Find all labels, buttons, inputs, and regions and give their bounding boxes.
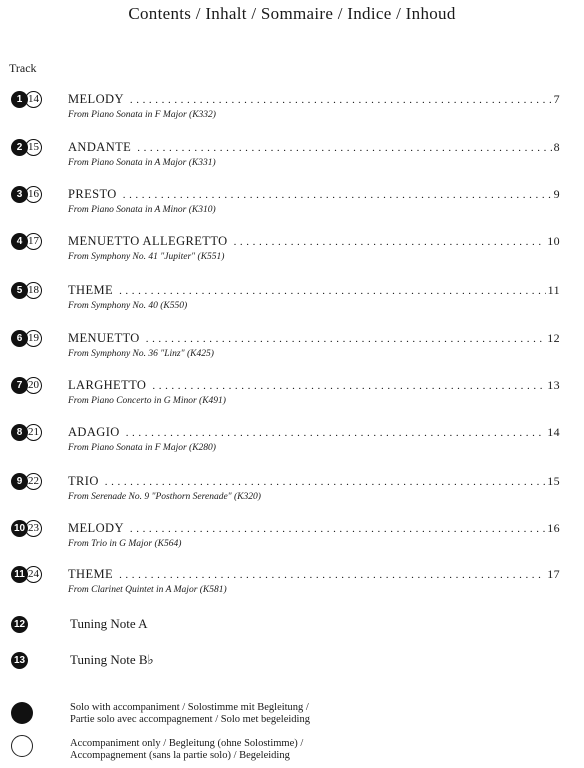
legend-line: Accompaniment only / Begleitung (ohne Solostimme) /: [70, 738, 304, 749]
contents-entry: [0, 330, 584, 370]
solo-track-badge: 10: [11, 520, 28, 537]
entry-source: From Piano Sonata in A Major (K331): [68, 158, 216, 168]
accompaniment-track-badge: 14: [25, 91, 42, 108]
accompaniment-track-badge: 19: [25, 330, 42, 347]
contents-entry: [0, 377, 584, 417]
entry-title: THEME: [68, 567, 114, 581]
entry-title-line: [68, 474, 560, 490]
contents-entry: [0, 520, 584, 560]
legend-text: [70, 702, 490, 726]
entry-title-line: [68, 567, 560, 583]
dot-leader: [152, 380, 545, 392]
page-number: 15: [547, 474, 560, 488]
tuning-note-label: Tuning Note B♭: [70, 652, 154, 667]
accompaniment-track-badge: 15: [25, 139, 42, 156]
track-badges: [11, 520, 51, 538]
legend-item: [0, 738, 584, 768]
page-number: 17: [547, 567, 560, 581]
entry-title-line: [68, 521, 560, 537]
accompaniment-track-badge: 18: [25, 282, 42, 299]
entry-title-line: [68, 187, 560, 203]
dot-leader: [234, 236, 546, 248]
entry-title-line: [68, 331, 560, 347]
solo-track-badge: 4: [11, 233, 28, 250]
page-number: 10: [547, 234, 560, 248]
entry-source: From Symphony No. 36 "Linz" (K425): [68, 349, 214, 359]
contents-entry: [0, 473, 584, 513]
contents-entry: [0, 139, 584, 179]
accompaniment-track-badge: 24: [25, 566, 42, 583]
legend-line: Accompagnement (sans la partie solo) / Begeleiding: [70, 750, 290, 761]
entry-title: ADAGIO: [68, 425, 120, 439]
filled-circle-icon: [11, 702, 33, 724]
page-number: 14: [547, 425, 560, 439]
track-badges: [11, 233, 51, 251]
dot-leader: [146, 333, 545, 345]
entry-title: MELODY: [68, 521, 124, 535]
dot-leader: [123, 189, 552, 201]
track-column-label: Track: [9, 61, 37, 75]
tuning-track-badge: 12: [11, 616, 28, 633]
entry-title: PRESTO: [68, 187, 117, 201]
solo-track-badge: 11: [11, 566, 28, 583]
page-number: 12: [547, 331, 560, 345]
dot-leader: [105, 476, 545, 488]
tuning-note-entry: [0, 652, 584, 672]
accompaniment-track-badge: 16: [25, 186, 42, 203]
accompaniment-track-badge: 17: [25, 233, 42, 250]
legend-item: [0, 702, 584, 732]
legend-text: [70, 738, 490, 762]
page-number: 16: [547, 521, 560, 535]
track-badges: [11, 377, 51, 395]
legend-line: Partie solo avec accompagnement / Solo met begeleiding: [70, 714, 310, 725]
entry-source: From Piano Concerto in G Minor (K491): [68, 396, 226, 406]
contents-entry: [0, 91, 584, 131]
entry-source: From Symphony No. 41 "Jupiter" (K551): [68, 252, 225, 262]
accompaniment-track-badge: 22: [25, 473, 42, 490]
contents-entry: [0, 233, 584, 273]
contents-entry: [0, 186, 584, 226]
track-badges: [11, 186, 51, 204]
dot-leader: [119, 569, 545, 581]
entry-title-line: [68, 425, 560, 441]
outline-circle-icon: [11, 735, 33, 757]
entry-title-line: [68, 140, 560, 156]
tuning-note-label: Tuning Note A: [70, 616, 148, 631]
track-badges: [11, 330, 51, 348]
solo-track-badge: 3: [11, 186, 28, 203]
entry-title: ANDANTE: [68, 140, 132, 154]
accompaniment-track-badge: 21: [25, 424, 42, 441]
entry-title: TRIO: [68, 474, 99, 488]
entry-title: LARGHETTO: [68, 378, 147, 392]
accompaniment-track-badge: 23: [25, 520, 42, 537]
entry-title: MENUETTO ALLEGRETTO: [68, 234, 228, 248]
track-badges: [11, 566, 51, 584]
solo-track-badge: 7: [11, 377, 28, 394]
page-number: 7: [553, 92, 560, 106]
entry-title: THEME: [68, 283, 114, 297]
dot-leader: [137, 142, 551, 154]
solo-track-badge: 1: [11, 91, 28, 108]
accompaniment-track-badge: 20: [25, 377, 42, 394]
solo-track-badge: 9: [11, 473, 28, 490]
entry-title-line: [68, 234, 560, 250]
entry-title: MENUETTO: [68, 331, 140, 345]
solo-track-badge: 8: [11, 424, 28, 441]
track-badges: [11, 424, 51, 442]
entry-source: From Piano Sonata in F Major (K332): [68, 110, 216, 120]
dot-leader: [119, 285, 546, 297]
track-badges: [11, 139, 51, 157]
solo-track-badge: 2: [11, 139, 28, 156]
page-title: Contents / Inhalt / Sommaire / Indice / Inhoud: [128, 4, 456, 23]
entry-title-line: [68, 378, 560, 394]
page-number: 11: [547, 283, 560, 297]
entry-source: From Clarinet Quintet in A Major (K581): [68, 585, 227, 595]
dot-leader: [130, 94, 552, 106]
track-badges: [11, 91, 51, 109]
page-number: 9: [553, 187, 560, 201]
track-badges: [11, 282, 51, 300]
page-number: 8: [553, 140, 560, 154]
entry-source: From Symphony No. 40 (K550): [68, 301, 188, 311]
dot-leader: [126, 427, 545, 439]
solo-track-badge: 5: [11, 282, 28, 299]
tuning-note-entry: [0, 616, 584, 636]
entry-source: From Trio in G Major (K564): [68, 539, 182, 549]
solo-track-badge: 6: [11, 330, 28, 347]
entry-title-line: [68, 92, 560, 108]
entry-source: From Serenade No. 9 "Posthorn Serenade" (K320): [68, 492, 261, 502]
contents-entry: [0, 424, 584, 464]
tuning-track-badge: 13: [11, 652, 28, 669]
entry-title: MELODY: [68, 92, 124, 106]
contents-entry: [0, 282, 584, 322]
page-number: 13: [547, 378, 560, 392]
dot-leader: [130, 523, 545, 535]
legend-line: Solo with accompaniment / Solostimme mit Begleitung /: [70, 702, 309, 713]
entry-source: From Piano Sonata in A Minor (K310): [68, 205, 216, 215]
track-badges: [11, 473, 51, 491]
entry-title-line: [68, 283, 560, 299]
entry-source: From Piano Sonata in F Major (K280): [68, 443, 216, 453]
contents-entry: [0, 566, 584, 606]
